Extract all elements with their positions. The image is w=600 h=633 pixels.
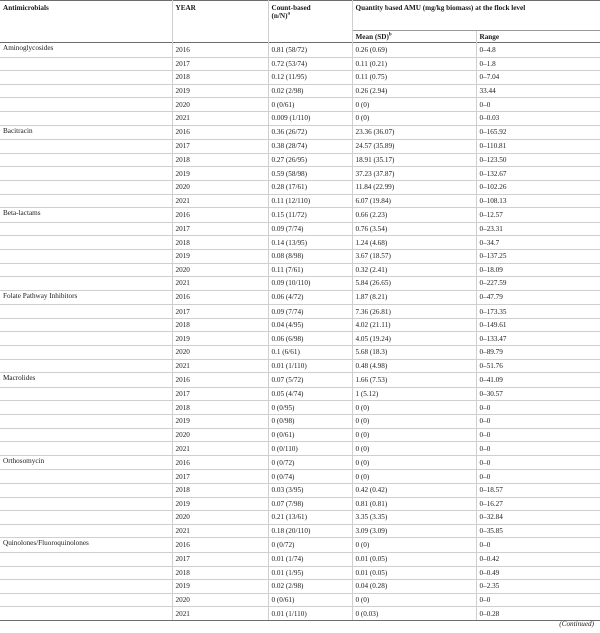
antimicrobial-name-cell <box>0 580 172 594</box>
mean-sd-cell: 4.05 (19.24) <box>352 332 476 346</box>
count-based-cell: 0.38 (28/74) <box>268 140 352 154</box>
antimicrobial-name-cell <box>0 305 172 319</box>
antimicrobial-name-cell: Quinolones/Fluoroquinolones <box>0 538 172 553</box>
mean-sd-cell: 0 (0) <box>352 98 476 112</box>
antimicrobial-name-cell <box>0 359 172 373</box>
range-cell: 0–18.09 <box>476 263 600 277</box>
range-cell: 0–133.47 <box>476 332 600 346</box>
year-cell: 2017 <box>172 222 268 236</box>
table-row <box>0 249 600 263</box>
range-cell: 0–4.8 <box>476 43 600 58</box>
antimicrobial-name-cell <box>0 484 172 498</box>
count-based-cell: 0.02 (2/98) <box>268 84 352 98</box>
antimicrobial-name-cell <box>0 470 172 484</box>
table-row <box>0 442 600 456</box>
year-cell: 2020 <box>172 180 268 194</box>
antimicrobial-name-cell <box>0 511 172 525</box>
year-cell: 2021 <box>172 194 268 208</box>
antimicrobial-name-cell <box>0 318 172 332</box>
year-cell: 2018 <box>172 566 268 580</box>
year-cell: 2020 <box>172 593 268 607</box>
count-based-cell: 0.08 (8/98) <box>268 249 352 263</box>
antimicrobial-name-cell <box>0 153 172 167</box>
table-row <box>0 43 600 58</box>
header-year: YEAR <box>172 1 268 43</box>
header-range: Range <box>479 32 500 41</box>
range-cell: 0–41.09 <box>476 373 600 388</box>
antimicrobial-name-cell <box>0 607 172 621</box>
count-based-cell: 0 (0/61) <box>268 98 352 112</box>
year-cell: 2017 <box>172 470 268 484</box>
year-cell: 2018 <box>172 71 268 85</box>
count-based-cell: 0.03 (3/95) <box>268 484 352 498</box>
antimicrobial-name-cell <box>0 194 172 208</box>
antimicrobial-name-cell <box>0 497 172 511</box>
antimicrobial-name-cell <box>0 111 172 125</box>
table-row <box>0 140 600 154</box>
antimicrobial-name-cell <box>0 346 172 360</box>
count-based-cell: 0.06 (4/72) <box>268 290 352 305</box>
table-row <box>0 332 600 346</box>
table-row <box>0 305 600 319</box>
mean-sd-cell: 0 (0) <box>352 593 476 607</box>
range-cell: 0–123.50 <box>476 153 600 167</box>
mean-sd-cell: 0.11 (0.21) <box>352 57 476 71</box>
range-cell: 0–47.79 <box>476 290 600 305</box>
table-row <box>0 208 600 223</box>
range-cell: 33.44 <box>476 84 600 98</box>
range-cell: 0–102.26 <box>476 180 600 194</box>
year-cell: 2019 <box>172 167 268 181</box>
header-count-based <box>268 1 352 43</box>
table-row <box>0 236 600 250</box>
count-based-cell: 0.14 (13/95) <box>268 236 352 250</box>
year-cell: 2017 <box>172 140 268 154</box>
year-cell: 2020 <box>172 263 268 277</box>
range-cell: 0–0.42 <box>476 552 600 566</box>
mean-sd-cell: 5.68 (18.3) <box>352 346 476 360</box>
count-based-cell: 0 (0/95) <box>268 401 352 415</box>
mean-sd-cell: 0.32 (2.41) <box>352 263 476 277</box>
table-row <box>0 455 600 470</box>
year-cell: 2018 <box>172 318 268 332</box>
range-cell: 0–35.85 <box>476 524 600 538</box>
count-based-cell: 0.06 (6/98) <box>268 332 352 346</box>
range-cell: 0–227.59 <box>476 277 600 291</box>
mean-sd-cell: 0 (0) <box>352 470 476 484</box>
range-cell: 0–89.79 <box>476 346 600 360</box>
table-row <box>0 524 600 538</box>
footnote-b-marker: b <box>388 32 392 38</box>
mean-sd-cell: 24.57 (35.89) <box>352 140 476 154</box>
mean-sd-cell: 6.07 (19.84) <box>352 194 476 208</box>
table-row <box>0 194 600 208</box>
range-cell: 0–0 <box>476 415 600 429</box>
year-cell: 2018 <box>172 484 268 498</box>
count-based-cell: 0.02 (2/98) <box>268 580 352 594</box>
count-based-cell: 0.72 (53/74) <box>268 57 352 71</box>
range-cell: 0–173.35 <box>476 305 600 319</box>
count-based-cell: 0.15 (11/72) <box>268 208 352 223</box>
table-row <box>0 167 600 181</box>
year-cell: 2017 <box>172 387 268 401</box>
mean-sd-cell: 0 (0) <box>352 111 476 125</box>
year-cell: 2020 <box>172 511 268 525</box>
table-row <box>0 84 600 98</box>
mean-sd-cell: 0 (0) <box>352 401 476 415</box>
range-cell: 0–34.7 <box>476 236 600 250</box>
count-based-cell: 0.01 (1/95) <box>268 566 352 580</box>
antimicrobial-name-cell <box>0 401 172 415</box>
mean-sd-cell: 23.36 (36.07) <box>352 125 476 140</box>
antimicrobial-name-cell <box>0 332 172 346</box>
table-row <box>0 153 600 167</box>
antimicrobial-name-cell <box>0 415 172 429</box>
year-cell: 2016 <box>172 373 268 388</box>
count-based-cell: 0.09 (10/110) <box>268 277 352 291</box>
count-based-cell: 0.01 (1/110) <box>268 359 352 373</box>
range-cell: 0–0.28 <box>476 607 600 621</box>
mean-sd-cell: 11.84 (22.99) <box>352 180 476 194</box>
year-cell: 2019 <box>172 332 268 346</box>
mean-sd-cell: 0.26 (0.69) <box>352 43 476 58</box>
antimicrobial-name-cell: Aminoglycosides <box>0 43 172 58</box>
count-based-cell: 0 (0/61) <box>268 593 352 607</box>
mean-sd-cell: 0 (0.03) <box>352 607 476 621</box>
antimicrobial-name-cell <box>0 524 172 538</box>
mean-sd-cell: 3.35 (3.35) <box>352 511 476 525</box>
mean-sd-cell: 0 (0) <box>352 428 476 442</box>
mean-sd-cell: 37.23 (37.87) <box>352 167 476 181</box>
antimicrobial-name-cell: Macrolides <box>0 373 172 388</box>
mean-sd-cell: 0.48 (4.98) <box>352 359 476 373</box>
range-cell: 0–16.27 <box>476 497 600 511</box>
table-row <box>0 222 600 236</box>
antimicrobial-name-cell <box>0 552 172 566</box>
table-row <box>0 415 600 429</box>
year-cell: 2016 <box>172 455 268 470</box>
count-based-cell: 0.07 (7/98) <box>268 497 352 511</box>
year-cell: 2016 <box>172 43 268 58</box>
header-quantity-based: Quantity based AMU (mg/kg biomass) at the flock level <box>352 1 600 31</box>
year-cell: 2019 <box>172 249 268 263</box>
range-cell: 0–0 <box>476 401 600 415</box>
mean-sd-cell: 0.81 (0.81) <box>352 497 476 511</box>
mean-sd-cell: 7.36 (26.81) <box>352 305 476 319</box>
count-based-cell: 0.27 (26/95) <box>268 153 352 167</box>
antimicrobial-name-cell <box>0 222 172 236</box>
mean-sd-cell: 3.09 (3.09) <box>352 524 476 538</box>
mean-sd-cell: 0.11 (0.75) <box>352 71 476 85</box>
count-based-cell: 0 (0/61) <box>268 428 352 442</box>
range-cell: 0–165.92 <box>476 125 600 140</box>
count-based-cell: 0 (0/72) <box>268 538 352 553</box>
count-based-cell: 0.59 (58/98) <box>268 167 352 181</box>
table-row <box>0 180 600 194</box>
antimicrobial-name-cell <box>0 442 172 456</box>
antimicrobial-name-cell <box>0 277 172 291</box>
antimicrobial-name-cell <box>0 263 172 277</box>
table-row <box>0 484 600 498</box>
mean-sd-cell: 1.87 (8.21) <box>352 290 476 305</box>
mean-sd-cell: 0.01 (0.05) <box>352 566 476 580</box>
count-based-cell: 0 (0/74) <box>268 470 352 484</box>
mean-sd-cell: 1 (5.12) <box>352 387 476 401</box>
range-cell: 0–7.04 <box>476 71 600 85</box>
mean-sd-cell: 0.66 (2.23) <box>352 208 476 223</box>
count-based-cell: 0.11 (12/110) <box>268 194 352 208</box>
year-cell: 2017 <box>172 552 268 566</box>
table-header <box>0 1 600 43</box>
count-based-cell: 0.81 (58/72) <box>268 43 352 58</box>
antimicrobial-name-cell <box>0 167 172 181</box>
count-based-cell: 0.09 (7/74) <box>268 305 352 319</box>
year-cell: 2016 <box>172 125 268 140</box>
mean-sd-cell: 5.84 (26.65) <box>352 277 476 291</box>
antimicrobial-name-cell <box>0 566 172 580</box>
table-row <box>0 497 600 511</box>
antimicrobial-name-cell <box>0 593 172 607</box>
antimicrobial-name-cell: Bacitracin <box>0 125 172 140</box>
range-cell: 0–30.57 <box>476 387 600 401</box>
antimicrobial-name-cell <box>0 180 172 194</box>
year-cell: 2020 <box>172 346 268 360</box>
table-row <box>0 359 600 373</box>
header-mean-sd-label: Mean (SD) <box>355 32 389 41</box>
header-mean-sd <box>352 31 476 43</box>
count-based-cell: 0 (0/110) <box>268 442 352 456</box>
range-cell: 0–0 <box>476 538 600 553</box>
range-cell: 0–2.35 <box>476 580 600 594</box>
antimicrobial-name-cell <box>0 428 172 442</box>
count-based-cell: 0.01 (1/74) <box>268 552 352 566</box>
table-row <box>0 607 600 621</box>
table-body <box>0 43 600 621</box>
table-row <box>0 98 600 112</box>
mean-sd-cell: 0 (0) <box>352 415 476 429</box>
count-based-cell: 0.009 (1/110) <box>268 111 352 125</box>
table-row <box>0 401 600 415</box>
count-based-cell: 0 (0/72) <box>268 455 352 470</box>
range-cell: 0–132.67 <box>476 167 600 181</box>
count-based-cell: 0.09 (7/74) <box>268 222 352 236</box>
year-cell: 2021 <box>172 607 268 621</box>
year-cell: 2016 <box>172 538 268 553</box>
year-cell: 2021 <box>172 277 268 291</box>
count-based-cell: 0.11 (7/61) <box>268 263 352 277</box>
year-cell: 2017 <box>172 57 268 71</box>
mean-sd-cell: 3.67 (18.57) <box>352 249 476 263</box>
range-cell: 0–18.57 <box>476 484 600 498</box>
count-based-cell: 0.36 (26/72) <box>268 125 352 140</box>
table-row <box>0 387 600 401</box>
year-cell: 2017 <box>172 305 268 319</box>
count-based-cell: 0.05 (4/74) <box>268 387 352 401</box>
table-row <box>0 346 600 360</box>
header-count-based-label: Count-based <box>271 4 311 12</box>
antimicrobial-name-cell: Beta-lactams <box>0 208 172 223</box>
year-cell: 2018 <box>172 153 268 167</box>
year-cell: 2020 <box>172 428 268 442</box>
range-cell: 0–0 <box>476 442 600 456</box>
range-cell: 0–0 <box>476 593 600 607</box>
mean-sd-cell: 1.24 (4.68) <box>352 236 476 250</box>
table-row <box>0 580 600 594</box>
year-cell: 2019 <box>172 580 268 594</box>
range-cell: 0–1.8 <box>476 57 600 71</box>
mean-sd-cell: 1.66 (7.53) <box>352 373 476 388</box>
range-cell: 0–51.76 <box>476 359 600 373</box>
range-cell: 0–0.49 <box>476 566 600 580</box>
range-cell: 0–108.13 <box>476 194 600 208</box>
antimicrobial-name-cell <box>0 236 172 250</box>
range-cell: 0–137.25 <box>476 249 600 263</box>
year-cell: 2016 <box>172 208 268 223</box>
mean-sd-cell: 0.01 (0.05) <box>352 552 476 566</box>
mean-sd-cell: 18.91 (35.17) <box>352 153 476 167</box>
year-cell: 2020 <box>172 98 268 112</box>
antimicrobial-name-cell <box>0 98 172 112</box>
range-cell: 0–110.81 <box>476 140 600 154</box>
table-row <box>0 552 600 566</box>
count-based-cell: 0.18 (20/110) <box>268 524 352 538</box>
mean-sd-cell: 0.26 (2.94) <box>352 84 476 98</box>
count-based-cell: 0.1 (6/61) <box>268 346 352 360</box>
count-based-cell: 0.21 (13/61) <box>268 511 352 525</box>
year-cell: 2021 <box>172 359 268 373</box>
antimicrobial-name-cell <box>0 140 172 154</box>
antimicrobial-name-cell <box>0 84 172 98</box>
table-row <box>0 593 600 607</box>
footnote-a-marker: a <box>287 11 290 17</box>
year-cell: 2018 <box>172 401 268 415</box>
table-row <box>0 290 600 305</box>
count-based-cell: 0.04 (4/95) <box>268 318 352 332</box>
antimicrobial-name-cell: Orthosomycin <box>0 455 172 470</box>
table-row <box>0 111 600 125</box>
table-row <box>0 511 600 525</box>
year-cell: 2016 <box>172 290 268 305</box>
range-cell: 0–12.57 <box>476 208 600 223</box>
continued-note: (Continued) <box>559 620 594 628</box>
mean-sd-cell: 0.42 (0.42) <box>352 484 476 498</box>
table-row <box>0 57 600 71</box>
count-based-cell: 0.01 (1/110) <box>268 607 352 621</box>
antimicrobial-name-cell <box>0 249 172 263</box>
range-cell: 0–0 <box>476 428 600 442</box>
mean-sd-cell: 0.04 (0.28) <box>352 580 476 594</box>
table-row <box>0 263 600 277</box>
mean-sd-cell: 0.76 (3.54) <box>352 222 476 236</box>
header-count-based-unit: (n/N) <box>271 12 288 20</box>
table-row <box>0 566 600 580</box>
year-cell: 2019 <box>172 84 268 98</box>
range-cell: 0–23.31 <box>476 222 600 236</box>
table-row <box>0 277 600 291</box>
range-cell: 0–0 <box>476 98 600 112</box>
table-row <box>0 428 600 442</box>
mean-sd-cell: 4.02 (21.11) <box>352 318 476 332</box>
table-row <box>0 470 600 484</box>
year-cell: 2019 <box>172 415 268 429</box>
mean-sd-cell: 0 (0) <box>352 442 476 456</box>
range-cell: 0–0 <box>476 455 600 470</box>
mean-sd-cell: 0 (0) <box>352 538 476 553</box>
count-based-cell: 0.12 (11/95) <box>268 71 352 85</box>
antimicrobial-name-cell <box>0 387 172 401</box>
year-cell: 2021 <box>172 442 268 456</box>
antimicrobial-name-cell: Folate Pathway Inhibitors <box>0 290 172 305</box>
table-row <box>0 71 600 85</box>
count-based-cell: 0.28 (17/61) <box>268 180 352 194</box>
range-cell: 0–32.84 <box>476 511 600 525</box>
table-row <box>0 373 600 388</box>
year-cell: 2021 <box>172 111 268 125</box>
year-cell: 2018 <box>172 236 268 250</box>
table-row <box>0 538 600 553</box>
count-based-cell: 0 (0/98) <box>268 415 352 429</box>
header-antimicrobials: Antimicrobials <box>0 1 172 43</box>
range-cell: 0–0 <box>476 470 600 484</box>
antimicrobial-name-cell <box>0 57 172 71</box>
table-row <box>0 318 600 332</box>
range-cell: 0–149.61 <box>476 318 600 332</box>
year-cell: 2021 <box>172 524 268 538</box>
mean-sd-cell: 0 (0) <box>352 455 476 470</box>
antimicrobial-name-cell <box>0 71 172 85</box>
year-cell: 2019 <box>172 497 268 511</box>
table-row <box>0 125 600 140</box>
range-cell: 0–0.03 <box>476 111 600 125</box>
count-based-cell: 0.07 (5/72) <box>268 373 352 388</box>
